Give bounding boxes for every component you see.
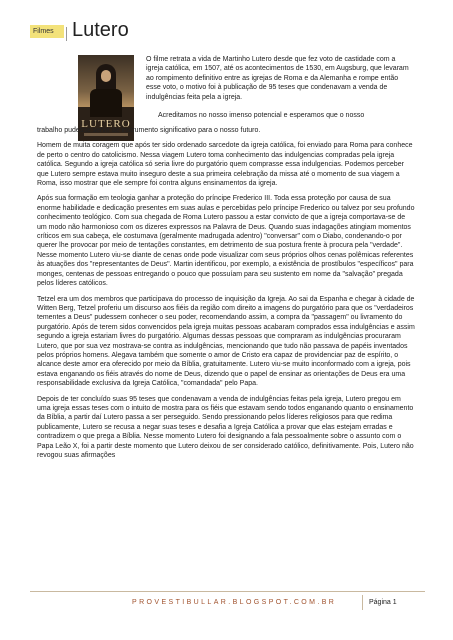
body-paragraph: Após sua formação em teologia ganhar a proteção do príncipe Frederico III. Toda essa proteção por causa de sua enorme habilidade e dedicação presentes em suas aulas e percebidas pelo príncipe Frederico ou talvez por seu profundo conhecimento teológico. Com sua chegada de Roma Lutero passou a estar convicto de que a igreja comportava-se de um modo não harmonioso com os dizeres expressos na Palavra de Deus. Quando suas indagações atingiam momentos críticos em sua cabeça, ele costumava (geralmente madrugada adentro) "conversar" com o Diabo, condenando-o por querer lhe provocar por meio de tentações constantes, em detrimento de sua postura frente à procura pela "verdade". Nesse momento Lutero viu-se diante de cenas onde pode visualizar com seus próprios olhos cenas polêmicas referentes às atuações dos "representantes de Deus". Martin identificou, por exemplo, a existência de prostíbulos "específicos" para monges, centenas de pessoas entregando o pouco que possuíam para seu sustento em nome da "salvação" pregada pelos líderes católicos. xyxy=(37,195,415,288)
page-title: Lutero xyxy=(72,19,129,41)
page-number: Página 1 xyxy=(362,595,410,610)
intro-paragraph xyxy=(146,55,414,121)
article-body xyxy=(37,126,415,466)
footer-divider xyxy=(30,591,425,592)
body-paragraph: Tetzel era um dos membros que participava do processo de inquisição da Igreja. Ao sai da Espanha e chegar à cidade de Witten Berg, Tetzel proferiu um discurso aos fiéis da região com direito a imagens do purgatório para que os "verdadeiros tementes a Deus" pudessem conhecer o seu poder, recomendando assim, a compra da "passagem" ou livramento do purgatório. Após de terem sidos convencidos pela igreja muitas pessoas acabaram comprados essa indulgências e assim segundo a igreja estariam livres do purgatório. Algumas dessas pessoas que compraram as indulgências procuraram Lutero, que por sua vez mostrava-se contra as indulgências, mencionando que tudo não passava de papéis inventados pelos próprios homens. Alegava também que somente o amor de Cristo era capaz de providenciar paz de espírito, o alcance deste amor era oferecido por meio da Bíblia, gratuitamente. Lutero viu-se muito inconformado com a igreja, pois estava enganando os fiéis através do nome de Deus, dizendo que o papel de ensinar as orientações de Deus era uma responsabilidade exclusiva da Igreja Católica, "comandada" pelo Papa. xyxy=(37,295,415,388)
body-paragraph: Homem de muita coragem que após ter sido ordenado sarcedote da igreja católica, foi enviado para Roma para conhece de perto o centro do catolicismo. Nessa viagem Lutero toma conhecimento das indulgencias compradas pela igreja católica. Segundo a igreja católica só seria livre do purgatório quem comprasse essa indulgencias. Podemos perceber que Lutero sempre estava muito inseguro deste a sua primeira celebração da missa até o momento de sua viagem a Roma, isso mostrar que ele sempre foi contra alguns ensinamentos da igreja. xyxy=(37,142,413,188)
intro-second-start: Acreditamos no nosso imenso potencial e esperamos que o nosso xyxy=(158,112,365,120)
poster-caption: LUTERO xyxy=(81,118,131,130)
intro-text: O filme retrata a vida de Martinho Lutero desde que fez voto de castidade com a igreja católica, em 1507, até os acontecimentos de 1530, em Augsburg, que levaram ao rompimento definitivo entre as igrejas de Roma e da Alemanha e rompe então esse voto, o motivo foi à publicação de 95 teses que condenavam a venda de indulgências feita pela a igreja. xyxy=(146,56,409,101)
title-divider xyxy=(66,27,67,41)
footer-site-link[interactable]: PROVESTIBULLAR.BLOGSPOT.COM.BR xyxy=(132,599,337,606)
body-paragraph: trabalho pudesse servir de instrumento significativo para o nosso futuro. xyxy=(37,127,261,134)
category-tag: Filmes xyxy=(30,25,64,38)
body-paragraph: Depois de ter concluído suas 95 teses que condenavam a venda de indulgências feitas pela igreja, Lutero pregou em uma igreja essas teses com o intuito de mostra para os fiéis que estavam sendo todos enganando quanto o ensinamento da Bíblia, a partir daí Lutero passa a ser perseguido. Sendo pressionando pelos líderes religiosos para que redima publicamente, Lutero se recusa a negar suas teses e desafia a Igreja Católica a provar que elas estejam erradas e contradizem o que prega a Bíblia. Nesse momento Lutero foi designando a fala pessoalmente sobre o assunto com o Papa Leão X, foi a partir deste momento que Lutero deixou de ser considerado católico, definitivamente. Pois, Lutero não revogou suas afirmações xyxy=(37,395,414,459)
